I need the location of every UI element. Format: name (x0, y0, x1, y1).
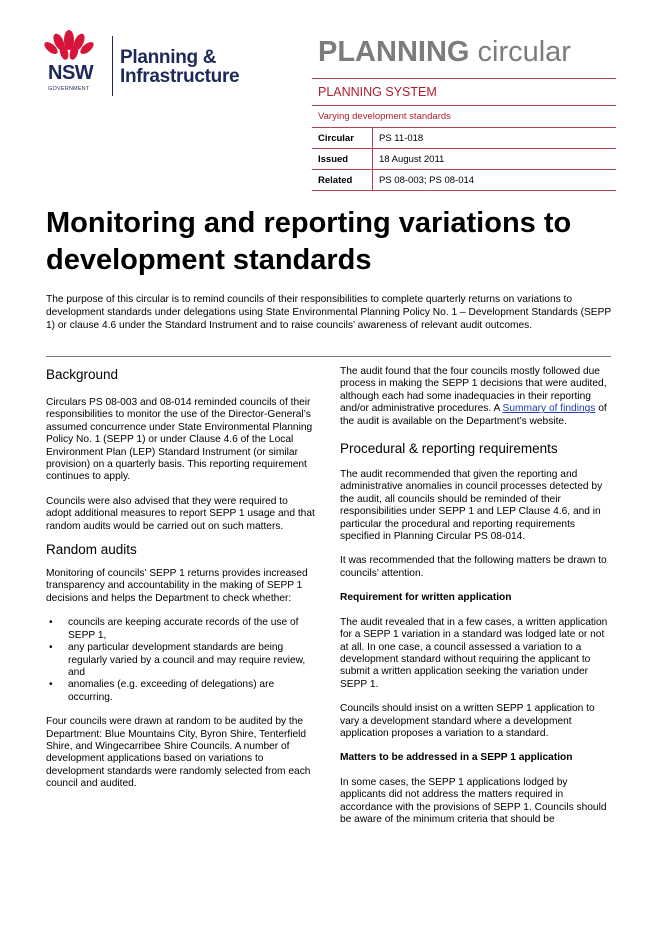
meta-key: Related (318, 174, 353, 186)
department-name (120, 48, 239, 86)
written-application-paragraph-1: The audit revealed that in a few cases, a written application for a SEPP 1 variation in a standard was lodged late or not at all. In one case, a council assessed a variation to a development standard without requiring the applicant to submit a written application seeking the variation under SEPP 1. (340, 616, 608, 690)
procedural-paragraph-2: It was recommended that the following matters be drawn to councils’ attention. (340, 555, 607, 579)
written-application-heading: Requirement for written application (340, 592, 512, 604)
background-heading: Background (46, 367, 119, 382)
department-name-line1: Planning & (120, 47, 217, 68)
matters-paragraph-1: In some cases, the SEPP 1 applications lodged by applicants did not address the matters required in accordance with the provisions of SEPP 1. Councils should be aware of the minimum criteria that should be (340, 776, 607, 825)
circular-title (318, 36, 571, 69)
planning-system-label: PLANNING SYSTEM (318, 85, 437, 99)
background-paragraph-2: Councils were also advised that they were required to adopt additional measures to report SEPP 1 usage and that random audits would be carried out on such matters. (46, 495, 315, 532)
nsw-wordmark: NSW (48, 62, 94, 84)
meta-value: 18 August 2011 (379, 153, 445, 165)
meta-key: Circular (318, 132, 354, 144)
left-column (46, 366, 316, 791)
background-paragraph-1: Circulars PS 08-003 and 08-014 reminded councils of their responsibilities to monitor the use of the Director-General’s assumed concurrence under State Environmental Planning Policy No. 1 (SEPP 1) or under Clause 4.6 of the Local Environment Plan (LEP) Standard Instrument (or similar provision) on a quarterly basis. This reporting requirement continues to apply. (46, 397, 313, 483)
nsw-planning-logo (44, 30, 254, 100)
written-application-paragraph-2: Councils should insist on a written SEPP 1 application to vary a development standard where a development application proposes a variation to a standard. (340, 703, 595, 739)
circular-title-rest: circular (469, 36, 571, 68)
logo-divider (112, 36, 113, 96)
summary-of-findings-link[interactable]: Summary of findings (502, 403, 596, 415)
right-column (340, 366, 612, 826)
meta-row-circular (312, 128, 616, 148)
government-wordmark: GOVERNMENT (48, 86, 90, 92)
circular-title-bold: PLANNING (318, 36, 470, 68)
meta-key: Issued (318, 153, 349, 165)
matters-heading: Matters to be addressed in a SEPP 1 application (340, 752, 573, 764)
meta-row-related (312, 170, 616, 190)
circular-meta-table (312, 78, 616, 191)
procedural-heading: Procedural & reporting requirements (340, 441, 558, 457)
section-divider (46, 356, 611, 357)
intro-paragraph: The purpose of this circular is to remind councils of their responsibilities to complete quarterly returns on variations to development standards under delegations using State Environmental Planning Policy No. 1 – Development Standards (SEPP 1) or clause 4.6 under the Standard Instrument and to raise councils’ awareness of relevant audit outcomes. (46, 294, 611, 331)
procedural-paragraph-1: The audit recommended that given the reporting and administrative anomalies in council processes detected by the audit, all councils should be reminded of their responsibilities under SEPP 1 and LEP Clause 4.6, and in particular the procedural and reporting requirements specified in Planning Circular PS 08-014. (340, 469, 603, 543)
waratah-flower-icon (44, 30, 94, 64)
audit-findings-paragraph: The audit found that the four councils mostly followed due process in making the SEPP 1 decisions that were audited, although each had some inadequacies in their reporting and/or administrative procedures. A Summary of findings of the audit is available on the Department’s website. (340, 366, 607, 427)
meta-row-issued (312, 149, 616, 169)
list-item: • councils are keeping accurate records of the use of SEPP 1, (46, 617, 316, 642)
list-item: • anomalies (e.g. exceeding of delegations) are occurring. (46, 679, 316, 704)
list-item: • any particular development standards are being regularly varied by a council and may require review, and (46, 642, 316, 679)
page-title: Monitoring and reporting variations to development standards (46, 207, 572, 276)
meta-value: PS 08-003; PS 08-014 (379, 174, 475, 186)
topic-label: Varying development standards (318, 111, 451, 122)
random-audits-paragraph-2: Four councils were drawn at random to be audited by the Department: Blue Mountains City, Byron Shire, Tenterfield Shire, and Wingecarribee Shire Councils. A number of development applications based on variations to development standards were randomly selected from each council and audited. (46, 716, 311, 790)
department-name-line2: Infrastructure (120, 66, 240, 87)
audit-check-list (46, 617, 316, 704)
meta-value: PS 11-018 (379, 132, 424, 144)
random-audits-paragraph-1: Monitoring of councils’ SEPP 1 returns provides increased transparency and accountability in the making of SEPP 1 decisions and helps the Department to check whether: (46, 568, 308, 604)
random-audits-heading: Random audits (46, 542, 137, 558)
